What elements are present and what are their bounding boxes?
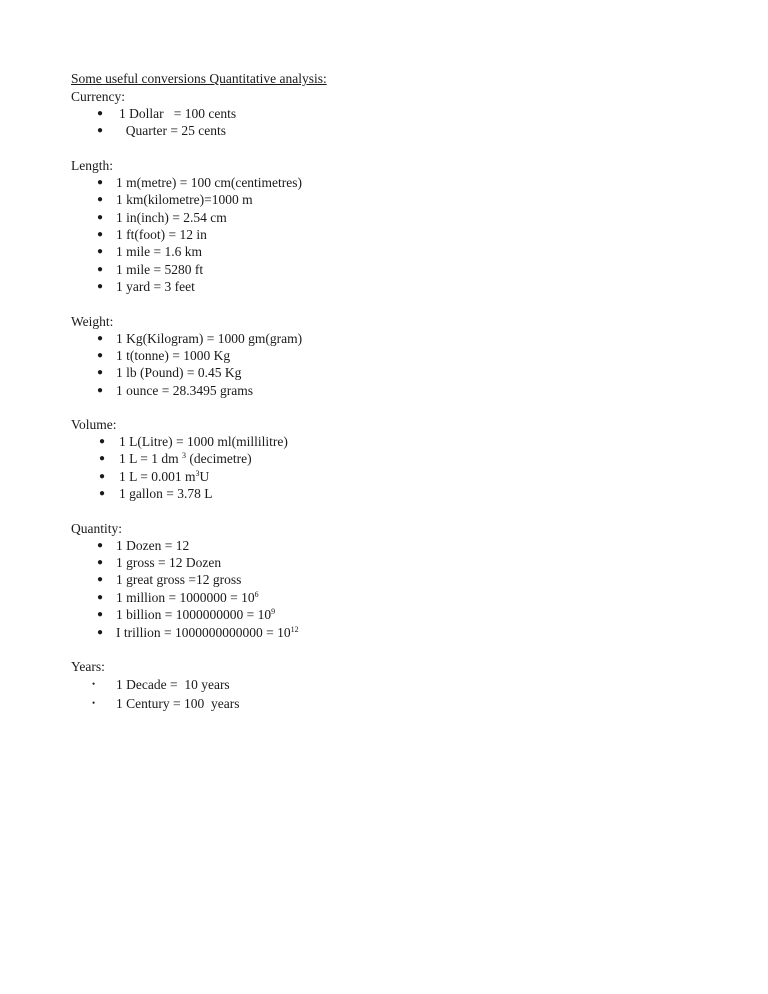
list-item bbox=[71, 382, 711, 399]
list-item-text: 1 km(kilometre)=1000 m bbox=[116, 192, 253, 208]
superscript: 6 bbox=[254, 589, 259, 599]
bullet-icon: ● bbox=[97, 367, 104, 379]
list-item-main: 1 L(Litre) = 1000 ml(millilitre) bbox=[119, 434, 288, 450]
bullet-icon: ● bbox=[97, 591, 104, 603]
section-spacer bbox=[71, 641, 711, 658]
section-heading-quantity: Quantity: bbox=[71, 520, 122, 536]
list-item bbox=[71, 191, 711, 208]
list-item-text: 1 Dollar = 100 cents bbox=[119, 106, 237, 121]
list-item-text bbox=[119, 450, 252, 467]
list-item-main: 1 billion = 1000000000 = 10 bbox=[116, 607, 272, 623]
list-item bbox=[71, 589, 711, 606]
superscript: 3 bbox=[195, 468, 200, 478]
list-item bbox=[71, 485, 711, 502]
list-item bbox=[71, 554, 711, 571]
bullet-icon: ● bbox=[97, 384, 104, 396]
section-spacer bbox=[71, 503, 711, 520]
bullet-icon: • bbox=[92, 678, 96, 689]
bullet-icon: ● bbox=[97, 574, 104, 586]
list-item-text: 1 mile = 5280 ft bbox=[116, 261, 204, 277]
list-item-text: 1 mile = 1.6 km bbox=[116, 244, 202, 260]
list-item-main: 1 L = 1 dm bbox=[119, 451, 182, 467]
list-item-text: 1 t(tonne) = 1000 Kg bbox=[116, 347, 231, 363]
document-page bbox=[71, 70, 711, 713]
list-item bbox=[71, 278, 711, 295]
list-item-main: 1 great gross =12 gross bbox=[116, 572, 242, 588]
bullet-icon: ● bbox=[99, 470, 106, 482]
bullet-icon: ● bbox=[97, 557, 104, 569]
section-spacer bbox=[71, 296, 711, 313]
list-item bbox=[71, 606, 711, 623]
bullet-icon: ● bbox=[97, 349, 104, 361]
list-item-text: 1 Century = 100 years bbox=[116, 695, 240, 711]
list-item-main: 1 L = 0.001 m bbox=[119, 468, 196, 484]
list-item bbox=[71, 364, 711, 381]
list-item-text bbox=[119, 468, 209, 485]
list-item-text bbox=[116, 606, 275, 623]
bullet-icon: ● bbox=[97, 125, 104, 137]
list-item bbox=[71, 571, 711, 588]
superscript: 12 bbox=[290, 624, 299, 634]
list-item-suffix: U bbox=[199, 468, 210, 484]
superscript: 9 bbox=[271, 607, 276, 617]
list-item bbox=[71, 105, 711, 122]
bullet-icon: ● bbox=[97, 263, 104, 275]
bullet-icon: ● bbox=[97, 246, 104, 258]
bullet-icon: ● bbox=[97, 609, 104, 621]
list-item-suffix: (decimetre) bbox=[186, 451, 252, 467]
bullet-icon: ● bbox=[97, 626, 104, 638]
list-item-text bbox=[116, 554, 221, 571]
list-item-text bbox=[119, 485, 212, 502]
list-item bbox=[71, 330, 711, 347]
list-item-text: 1 in(inch) = 2.54 cm bbox=[116, 209, 227, 225]
section-heading-length: Length: bbox=[71, 157, 113, 173]
list-item-text: 1 yard = 3 feet bbox=[116, 279, 195, 295]
section-heading-currency: Currency: bbox=[71, 89, 125, 104]
bullet-icon: ● bbox=[99, 453, 106, 465]
list-item-text bbox=[116, 537, 189, 554]
years-list bbox=[71, 675, 711, 713]
bullet-icon: • bbox=[92, 697, 96, 708]
length-list bbox=[71, 174, 711, 296]
bullet-icon: ● bbox=[97, 176, 104, 188]
section-spacer bbox=[71, 140, 711, 157]
currency-list bbox=[71, 105, 711, 140]
list-item-text: Quarter = 25 cents bbox=[119, 123, 226, 139]
list-item bbox=[71, 261, 711, 278]
list-item bbox=[71, 243, 711, 260]
section-heading-volume: Volume: bbox=[71, 417, 117, 433]
list-item bbox=[71, 675, 711, 694]
list-item-text: 1 m(metre) = 100 cm(centimetres) bbox=[116, 174, 303, 190]
list-item bbox=[71, 694, 711, 713]
list-item-text bbox=[116, 571, 241, 588]
section-heading-years: Years: bbox=[71, 658, 105, 674]
page-title: Some useful conversions Quantitative analysis: bbox=[71, 71, 327, 86]
quantity-list bbox=[71, 537, 711, 641]
list-item bbox=[71, 433, 711, 450]
superscript: 3 bbox=[182, 451, 186, 461]
list-item bbox=[71, 122, 711, 139]
bullet-icon: ● bbox=[97, 228, 104, 240]
list-item-text bbox=[119, 433, 288, 450]
list-item-text: 1 ft(foot) = 12 in bbox=[116, 226, 207, 242]
list-item bbox=[71, 537, 711, 554]
list-item bbox=[71, 209, 711, 226]
bullet-icon: ● bbox=[97, 281, 104, 293]
bullet-icon: ● bbox=[97, 194, 104, 206]
bullet-icon: ● bbox=[97, 211, 104, 223]
list-item-text: 1 Decade = 10 years bbox=[116, 676, 230, 692]
list-item-main: 1 gallon = 3.78 L bbox=[119, 486, 213, 502]
list-item bbox=[71, 450, 711, 467]
list-item bbox=[71, 468, 711, 485]
list-item bbox=[71, 174, 711, 191]
bullet-icon: ● bbox=[97, 108, 104, 119]
list-item bbox=[71, 347, 711, 364]
bullet-icon: ● bbox=[97, 332, 104, 344]
bullet-icon: ● bbox=[99, 436, 106, 448]
list-item-text: 1 lb (Pound) = 0.45 Kg bbox=[116, 365, 242, 381]
volume-list bbox=[71, 433, 711, 503]
list-item-main: I trillion = 1000000000000 = 10 bbox=[116, 624, 291, 640]
bullet-icon: ● bbox=[97, 539, 104, 551]
list-item-main: 1 Dozen = 12 bbox=[116, 537, 190, 553]
list-item-main: 1 million = 1000000 = 10 bbox=[116, 589, 255, 605]
section-spacer bbox=[71, 399, 711, 416]
list-item-main: 1 gross = 12 Dozen bbox=[116, 555, 222, 571]
list-item-text bbox=[116, 624, 299, 641]
list-item-text: 1 ounce = 28.3495 grams bbox=[116, 382, 253, 398]
list-item-text: 1 Kg(Kilogram) = 1000 gm(gram) bbox=[116, 330, 303, 346]
section-heading-weight: Weight: bbox=[71, 313, 114, 329]
list-item bbox=[71, 624, 711, 641]
bullet-icon: ● bbox=[99, 488, 106, 500]
weight-list bbox=[71, 330, 711, 400]
list-item bbox=[71, 226, 711, 243]
list-item-text bbox=[116, 589, 259, 606]
